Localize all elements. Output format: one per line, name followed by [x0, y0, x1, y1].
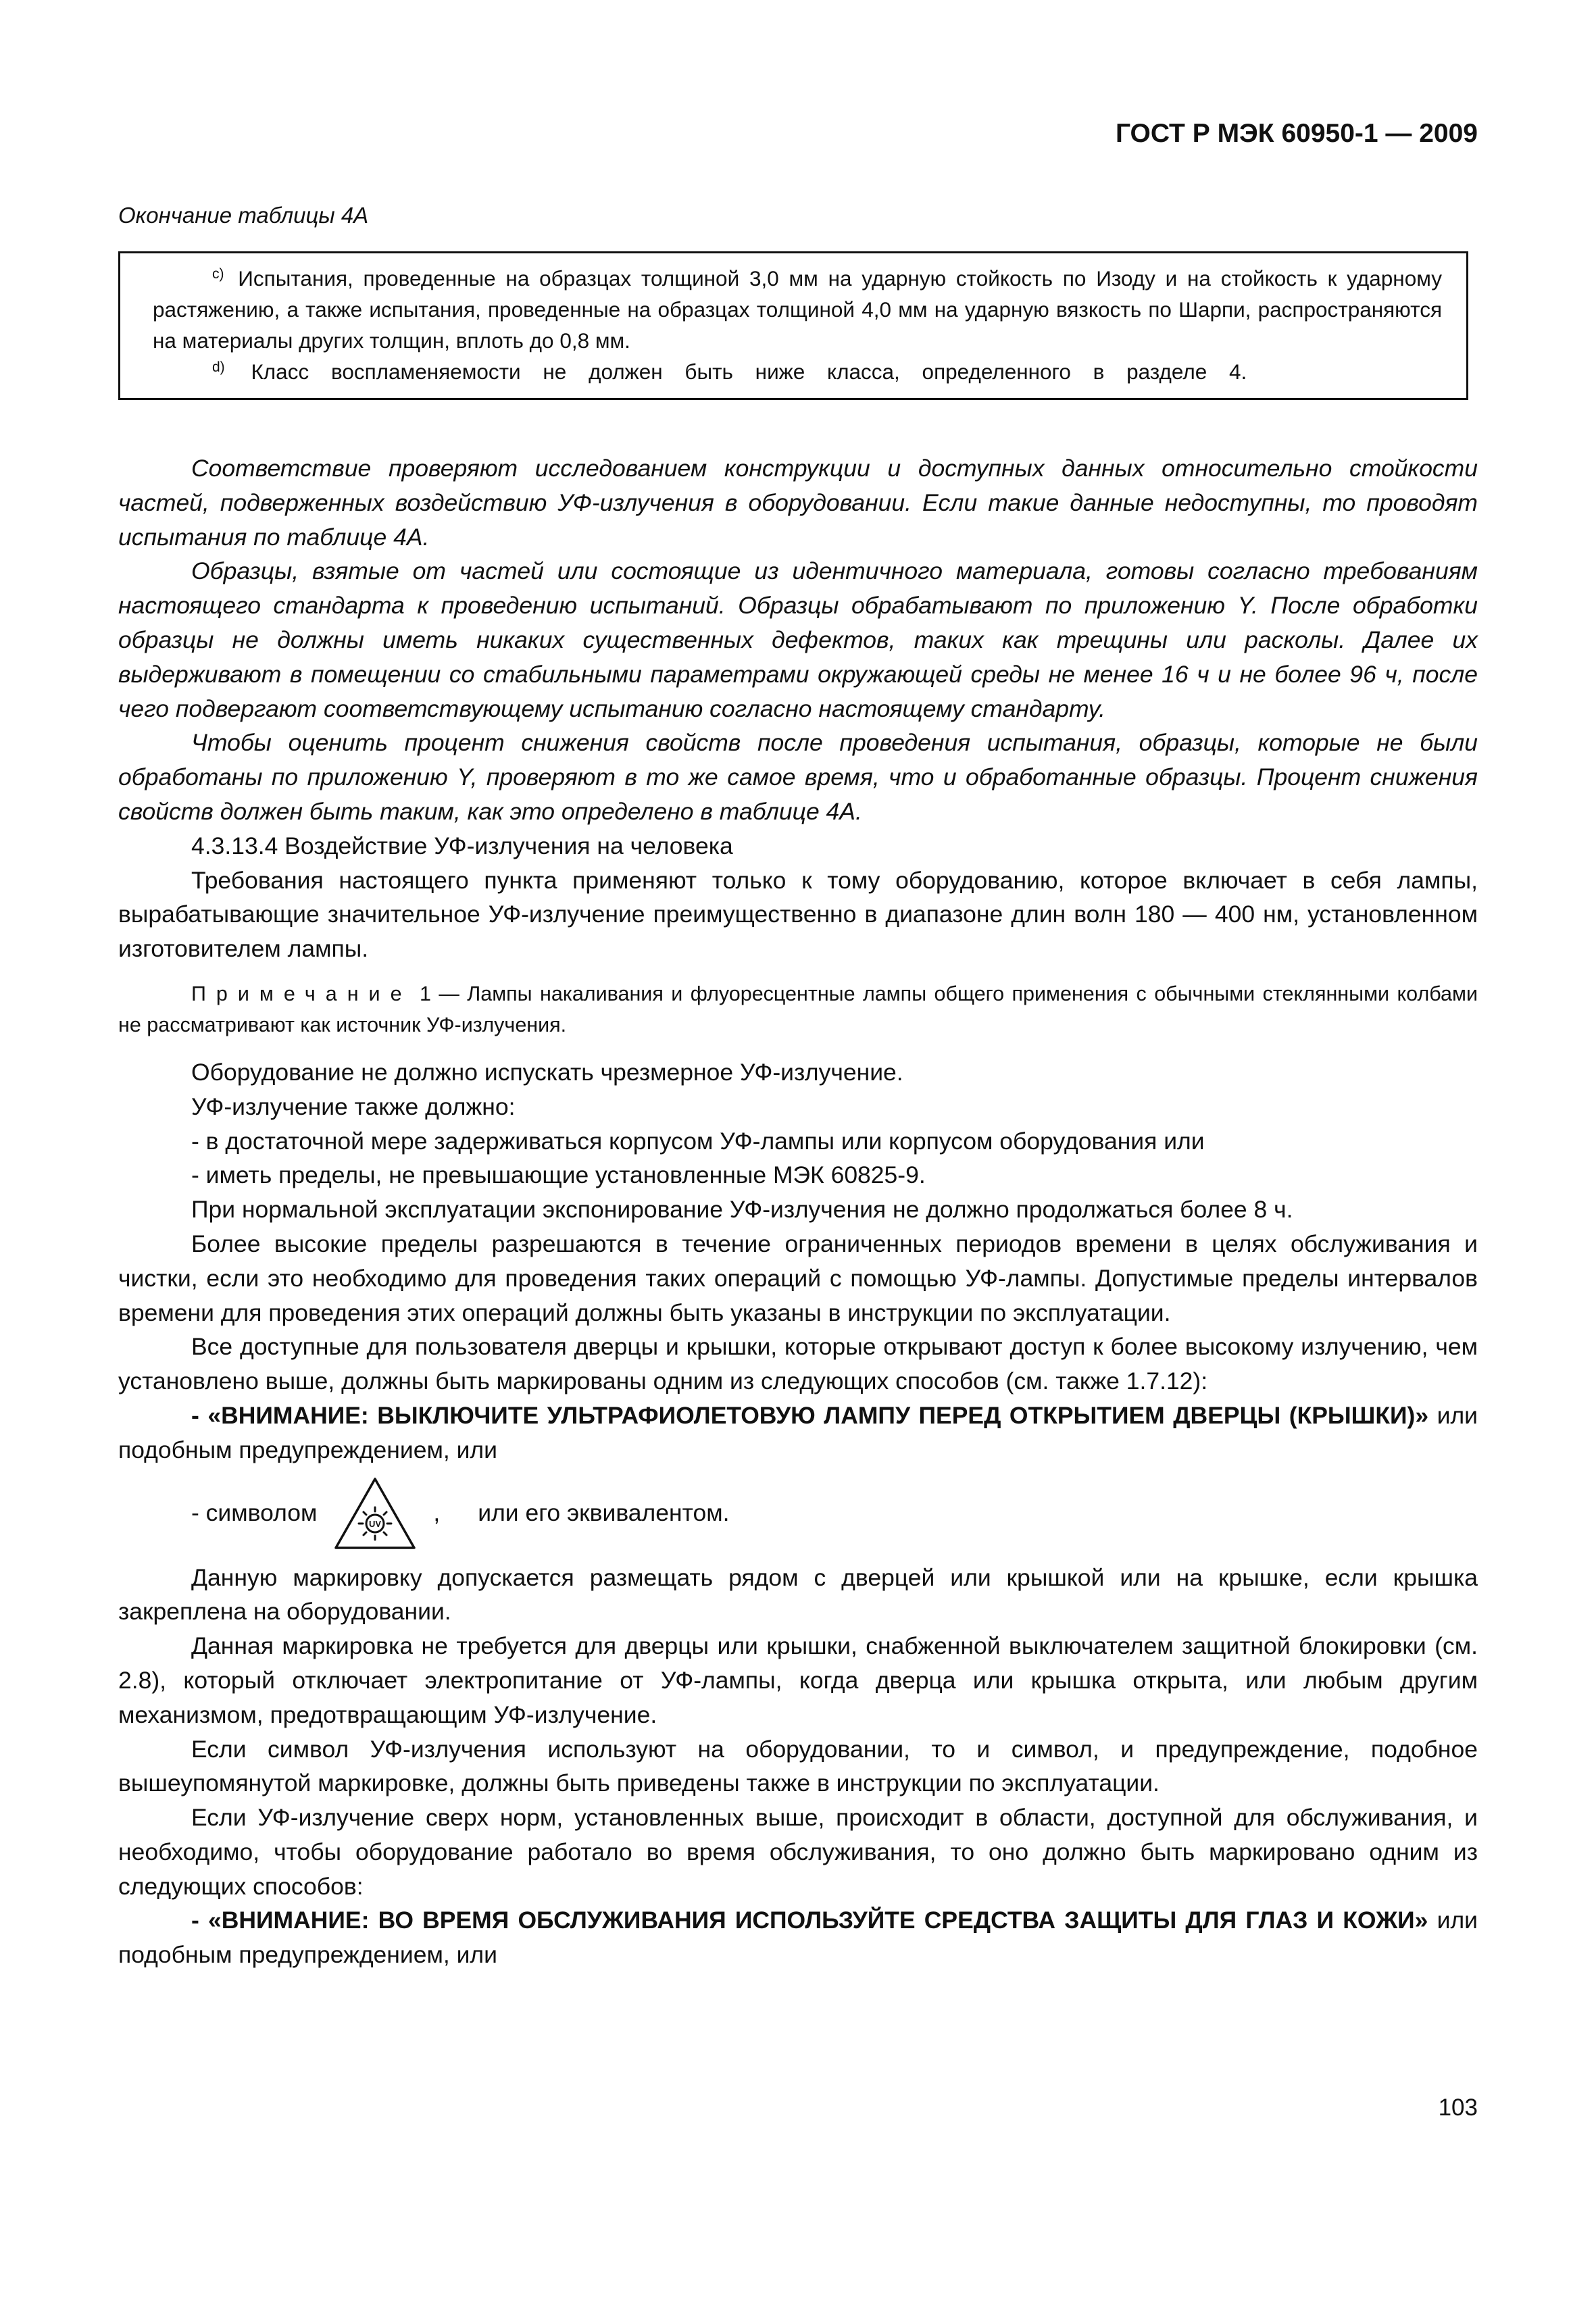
- warning-marking-1: [118, 1399, 1478, 1467]
- warning-1-rest: или подобным предупреждением, или: [118, 1401, 1478, 1463]
- footnote-d-text: Класс воспламеняемости не должен быть ниже класса, определенного в разделе 4.: [251, 359, 1247, 384]
- warning-1-text: - «ВНИМАНИЕ: ВЫКЛЮЧИТЕ УЛЬТРАФИОЛЕТОВУЮ ЛАМПУ ПЕРЕД ОТКРЫТИЕМ ДВЕРЦЫ (КРЫШКИ)»: [191, 1401, 1429, 1429]
- paragraph-doors: Все доступные для пользователя дверцы и крышки, которые открывают доступ к более высокому излучению, чем установлено выше, должны быть маркированы одним из следующих способов (см. также 1.7.12):: [118, 1333, 1478, 1395]
- uv-symbol-label: UV: [369, 1518, 382, 1529]
- table-footnotes-box: [118, 251, 1468, 400]
- symbol-comma: ,: [433, 1499, 441, 1527]
- paragraph-also-must: УФ-излучение также должно:: [191, 1092, 516, 1120]
- paragraph-service-area: Если УФ-излучение сверх норм, установленных выше, происходит в области, доступной для обслуживания, и необходимо, чтобы оборудование работало во время обслуживания, то оно должно быть маркировано одним из следующих способов:: [118, 1804, 1478, 1900]
- table-caption: Окончание таблицы 4А: [118, 203, 369, 228]
- paragraph-placement: Данную маркировку допускается размещать рядом с дверцей или крышкой или на крышке, если крышка закреплена на оборудовании.: [118, 1563, 1478, 1626]
- warning-marking-2: [118, 1903, 1478, 1972]
- paragraph-interlock: Данная маркировка не требуется для дверцы или крышки, снабженной выключателем защитной блокировки (см. 2.8), который отключает электропитание от УФ-лампы, когда дверца или крышка открыта, или любым другим механизмом, предотвращающим УФ-излучение.: [118, 1632, 1478, 1728]
- paragraph-higher-limits: Более высокие пределы разрешаются в течение ограниченных периодов времени в целях обслуживания и чистки, если это необходимо для проведения таких операций с помощью УФ-лампы. Допустимые пределы интервалов времени для проведения этих операций должны быть указаны в инструкции по эксплуатации.: [118, 1230, 1478, 1326]
- page-number: 103: [1438, 2094, 1478, 2121]
- footnote-c-mark: c): [212, 266, 224, 282]
- symbol-marking-row: [118, 1473, 1478, 1554]
- footnote-d: [153, 356, 1442, 387]
- note-text: 1 — Лампы накаливания и флуоресцентные лампы общего применения с обычными стеклянными колбами не рассматривают как источник УФ-излучения.: [118, 982, 1478, 1036]
- uv-warning-triangle-icon: [333, 1476, 417, 1551]
- symbol-prefix: - символом: [191, 1499, 318, 1527]
- warning-2-rest: или подобным предупреждением, или: [118, 1907, 1478, 1969]
- symbol-suffix: или его эквивалентом.: [478, 1499, 730, 1527]
- body-text: [118, 451, 1478, 1972]
- standard-header: ГОСТ Р МЭК 60950-1 — 2009: [1115, 119, 1478, 148]
- paragraph-instructions: Если символ УФ-излучения используют на оборудовании, то и символ, и предупреждение, подобное вышеупомянутой маркировке, должны быть приведены также в инструкции по эксплуатации.: [118, 1735, 1478, 1797]
- paragraph-requirements: Требования настоящего пункта применяют только к тому оборудованию, которое включает в себя лампы, вырабатывающие значительное УФ-излучение преимущественно в диапазоне длин волн 180 — 400 нм, установленном изготовителем лампы.: [118, 866, 1478, 963]
- paragraph-evaluate: Чтобы оценить процент снижения свойств после проведения испытания, образцы, которые не были обработаны по приложению Y, проверяют в то же самое время, что и обработанные образцы. Процент снижения свойств должен быть таким, как это определено в таблице 4А.: [118, 729, 1478, 825]
- footnote-d-mark: d): [212, 359, 225, 375]
- note-label: Примечание: [191, 982, 412, 1005]
- section-heading: 4.3.13.4 Воздействие УФ-излучения на человека: [191, 832, 733, 859]
- paragraph-compliance: Соответствие проверяют исследованием конструкции и доступных данных относительно стойкости частей, подверженных воздействию УФ-излучения в оборудовании. Если такие данные недоступны, то проводят испытания по таблице 4А.: [118, 455, 1478, 551]
- paragraph-no-excess: Оборудование не должно испускать чрезмерное УФ-излучение.: [191, 1058, 903, 1086]
- warning-2-text: - «ВНИМАНИЕ: ВО ВРЕМЯ ОБСЛУЖИВАНИЯ ИСПОЛЬЗУЙТЕ СРЕДСТВА ЗАЩИТЫ ДЛЯ ГЛАЗ И КОЖИ»: [191, 1907, 1428, 1934]
- footnote-c: [153, 263, 1442, 356]
- list-item: - в достаточной мере задерживаться корпусом УФ-лампы или корпусом оборудования или: [191, 1127, 1205, 1155]
- paragraph-samples: Образцы, взятые от частей или состоящие из идентичного материала, готовы согласно требованиям настоящего стандарта к проведению испытаний. Образцы обрабатывают по приложению Y. После обработки образцы не должны иметь никаких существенных дефектов, таких как трещины или расколы. Далее их выдерживают в помещении со стабильными параметрами окружающей среды не менее 16 ч и не более 96 ч, после чего подвергают соответствующему испытанию согласно настоящему стандарту.: [118, 557, 1478, 722]
- paragraph-normal-operation: При нормальной эксплуатации экспонирование УФ-излучения не должно продолжаться более 8 ч.: [191, 1196, 1293, 1224]
- list-item: - иметь пределы, не превышающие установленные МЭК 60825-9.: [191, 1161, 926, 1189]
- footnote-c-text: Испытания, проведенные на образцах толщиной 3,0 мм на ударную стойкость по Изоду и на стойкость к ударному растяжению, а также испытания, проведенные на образцах толщиной 4,0 мм на ударную вязкость по Шарпи, распространяются на материалы других толщин, вплоть до 0,8 мм.: [153, 266, 1442, 353]
- note-1: [118, 978, 1478, 1040]
